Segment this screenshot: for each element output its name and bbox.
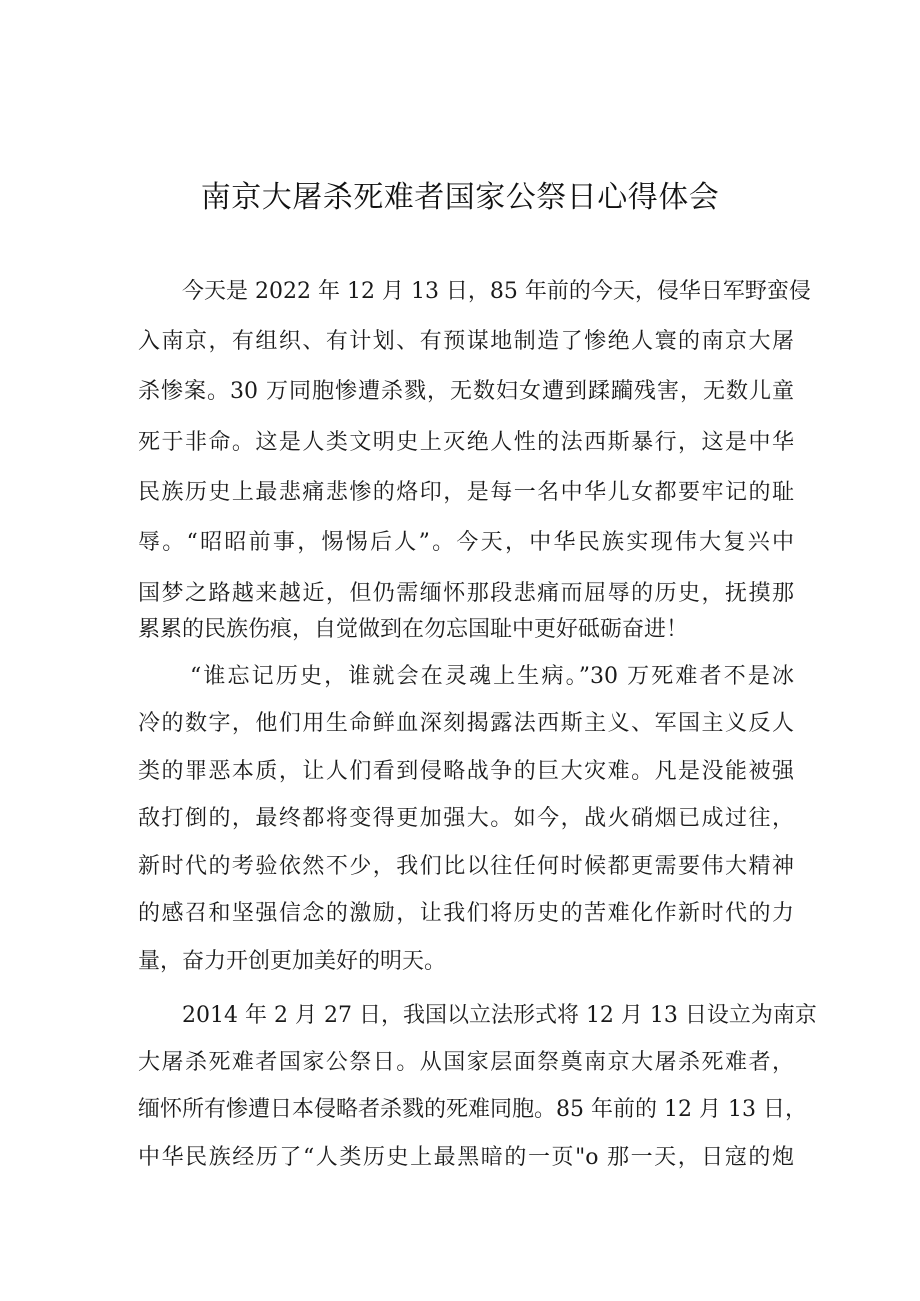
- paragraph-2-line: 量，奋力开创更加美好的明天。: [138, 949, 447, 974]
- paragraph-2-line: “谁忘记历史，谁就会在灵魂上生病。”30 万死难者不是冰: [190, 664, 794, 689]
- document-title: 南京大屠杀死难者国家公祭日心得体会: [200, 180, 720, 215]
- paragraph-1-line: 今天是 2022 年 12 月 13 日，85 年前的今天，侵华日军野蛮侵: [182, 279, 811, 304]
- paragraph-2-line: 冷的数字，他们用生命鲜血深刻揭露法西斯主义、军国主义反人: [138, 711, 794, 736]
- paragraph-3-line: 大屠杀死难者国家公祭日。从国家层面祭奠南京大屠杀死难者，: [138, 1050, 794, 1075]
- paragraph-1-line: 死于非命。这是人类文明史上灭绝人性的法西斯暴行，这是中华: [138, 430, 794, 455]
- paragraph-3-line: 中华民族经历了“人类历史上最黑暗的一页"o 那一天，日寇的炮: [138, 1145, 794, 1170]
- paragraph-1-line: 入南京，有组织、有计划、有预谋地制造了惨绝人寰的南京大屠: [138, 329, 794, 354]
- paragraph-3-line: 2014 年 2 月 27 日，我国以立法形式将 12 月 13 日设立为南京: [182, 1003, 817, 1028]
- paragraph-1-line: 国梦之路越来越近，但仍需缅怀那段悲痛而屈辱的历史，抚摸那: [138, 581, 794, 606]
- paragraph-2-line: 新时代的考验依然不少，我们比以往任何时候都更需要伟大精神: [138, 854, 794, 879]
- paragraph-1-line: 民族历史上最悲痛悲惨的烙印，是每一名中华儿女都要牢记的耻: [138, 480, 794, 505]
- paragraph-1-line: 杀惨案。30 万同胞惨遭杀戮，无数妇女遭到蹂躏残害，无数儿童: [138, 379, 794, 404]
- paragraph-2-line: 类的罪恶本质，让人们看到侵略战争的巨大灾难。凡是没能被强: [138, 759, 794, 784]
- paragraph-2-line: 的感召和坚强信念的激励，让我们将历史的苦难化作新时代的力: [138, 901, 794, 926]
- paragraph-1-line: 累累的民族伤痕，自觉做到在勿忘国耻中更好砥砺奋进！: [138, 617, 689, 642]
- paragraph-3-line: 缅怀所有惨遭日本侵略者杀戮的死难同胞。85 年前的 12 月 13 日，: [138, 1097, 807, 1122]
- paragraph-1-line: 辱。“昭昭前事，惕惕后人”。今天，中华民族实现伟大复兴中: [138, 530, 794, 555]
- paragraph-2-line: 敌打倒的，最终都将变得更加强大。如今，战火硝烟已成过往，: [138, 806, 794, 831]
